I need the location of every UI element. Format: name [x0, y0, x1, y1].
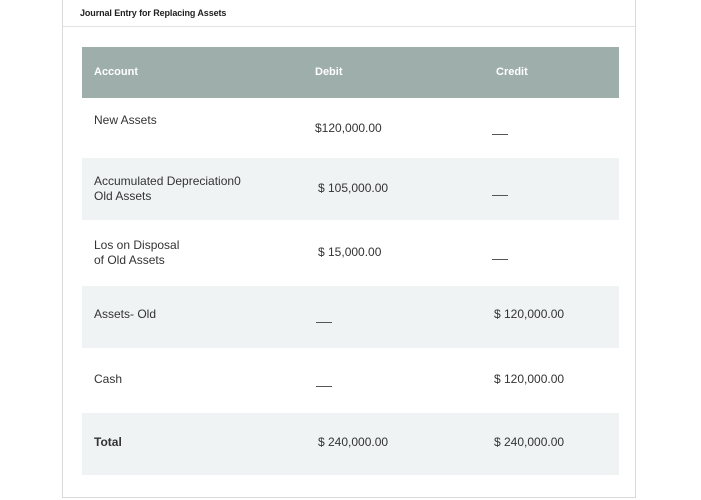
account-cell: Assets- Old [94, 307, 157, 321]
credit-cell: $ 120,000.00 [494, 307, 565, 321]
account-line-1: Accumulated Depreciation0 [94, 174, 241, 188]
table-row [82, 220, 619, 286]
total-credit: $ 240,000.00 [494, 435, 565, 449]
account-line-1: Los on Disposal [94, 238, 180, 252]
account-cell: New Assets [94, 113, 157, 127]
credit-dash [492, 188, 508, 202]
dash-mark [492, 134, 508, 135]
debit-cell: $ 105,000.00 [318, 181, 389, 195]
table-row [82, 348, 619, 413]
account-line-2: of Old Assets [94, 253, 165, 267]
table-row [82, 98, 619, 158]
account-cell [94, 174, 241, 204]
table-row-total [82, 413, 619, 475]
header-account: Account [94, 66, 138, 78]
total-label: Total [94, 435, 122, 449]
account-cell: Cash [94, 372, 123, 386]
debit-dash [316, 379, 332, 393]
dash-mark [316, 386, 332, 387]
credit-cell: $ 120,000.00 [494, 372, 565, 386]
account-line-2: Old Assets [94, 189, 152, 203]
account-cell [94, 238, 179, 268]
table-header-row [82, 47, 619, 98]
header-credit: Credit [496, 66, 528, 78]
debit-cell: $ 15,000.00 [318, 245, 382, 259]
table-row [82, 286, 619, 348]
dash-mark [492, 195, 508, 196]
total-debit: $ 240,000.00 [318, 435, 389, 449]
debit-dash [316, 315, 332, 329]
dash-mark [316, 322, 332, 323]
credit-dash [492, 127, 508, 141]
card-title: Journal Entry for Replacing Assets [63, 0, 635, 27]
journal-entry-card [62, 0, 636, 498]
credit-dash [492, 252, 508, 266]
journal-entry-table [82, 47, 619, 475]
header-debit: Debit [315, 66, 343, 78]
table-row [82, 158, 619, 220]
dash-mark [492, 259, 508, 260]
debit-cell: $120,000.00 [315, 121, 382, 135]
